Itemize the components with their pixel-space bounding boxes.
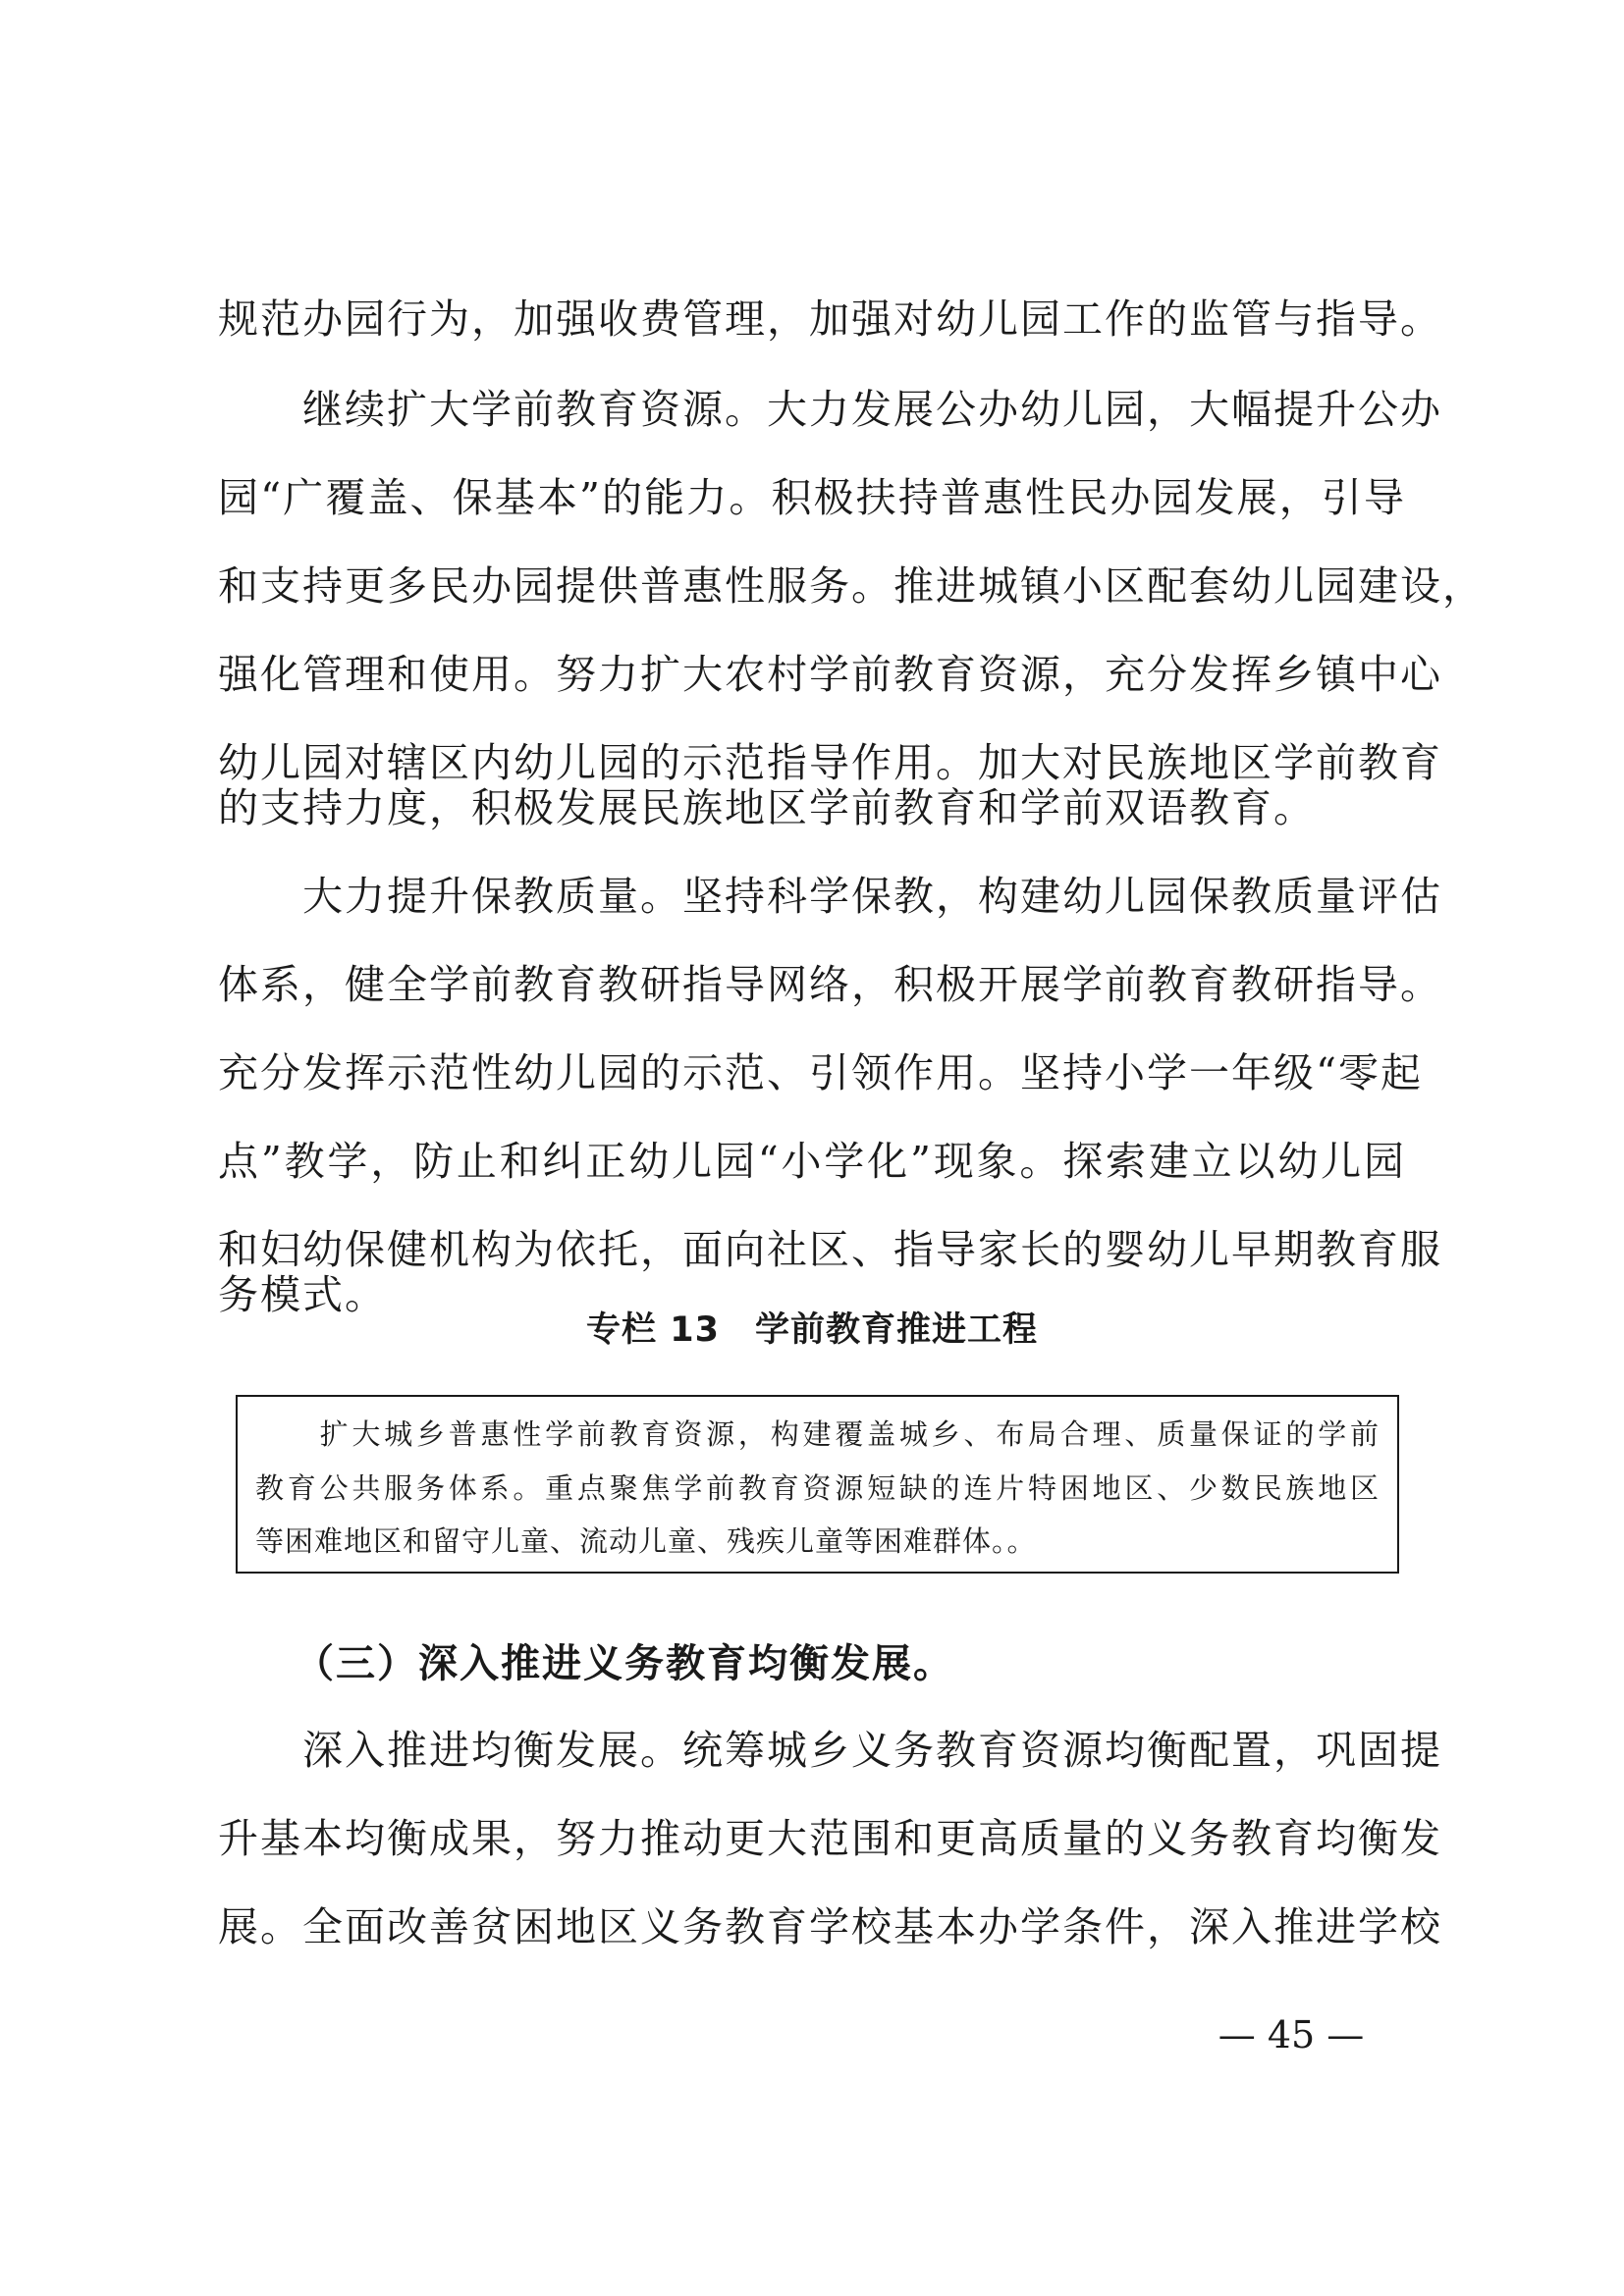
- paragraph-line: 深入推进均衡发展。统筹城乡义务教育资源均衡配置，巩固提: [218, 1727, 1442, 1774]
- paragraph-line: 充分发挥示范性幼儿园的示范、引领作用。坚持小学一年级“零起: [218, 1049, 1423, 1096]
- paragraph-line: 幼儿园对辖区内幼儿园的示范指导作用。加大对民族地区学前教育: [218, 739, 1442, 786]
- box-line: 教育公共服务体系。重点聚焦学前教育资源短缺的连片特困地区、少数民族地区: [255, 1471, 1380, 1505]
- box-title: 专栏 13 学前教育推进工程: [586, 1310, 1038, 1350]
- box-line: 扩大城乡普惠性学前教育资源，构建覆盖城乡、布局合理、质量保证的学前: [255, 1417, 1380, 1451]
- paragraph-line: 和支持更多民办园提供普惠性服务。推进城镇小区配套幼儿园建设，: [218, 562, 1485, 610]
- paragraph-line: 展。全面改善贫困地区义务教育学校基本办学条件，深入推进学校: [218, 1903, 1442, 1950]
- paragraph-line: 园“广覆盖、保基本”的能力。积极扶持普惠性民办园发展，引导: [218, 474, 1406, 521]
- info-box: [236, 1395, 1399, 1574]
- paragraph-line: 体系，健全学前教育教研指导网络，积极开展学前教育教研指导。: [218, 961, 1442, 1008]
- paragraph-line: 继续扩大学前教育资源。大力发展公办幼儿园，大幅提升公办: [218, 386, 1442, 433]
- section-heading: （三）深入推进义务教育均衡发展。: [295, 1641, 954, 1686]
- paragraph-line: 规范办园行为，加强收费管理，加强对幼儿园工作的监管与指导。: [218, 295, 1442, 343]
- paragraph-line: 升基本均衡成果，努力推动更大范围和更高质量的义务教育均衡发: [218, 1815, 1442, 1862]
- paragraph-line: 务模式。: [218, 1271, 387, 1318]
- paragraph-line: 的支持力度，积极发展民族地区学前教育和学前双语教育。: [218, 784, 1316, 831]
- paragraph-line: 强化管理和使用。努力扩大农村学前教育资源，充分发挥乡镇中心: [218, 651, 1442, 698]
- paragraph-line: 大力提升保教质量。坚持科学保教，构建幼儿园保教质量评估: [218, 873, 1442, 920]
- box-line: 等困难地区和留守儿童、流动儿童、残疾儿童等困难群体。。: [255, 1524, 1037, 1558]
- page-number: — 45 —: [1218, 2013, 1365, 2056]
- paragraph-line: 和妇幼保健机构为依托，面向社区、指导家长的婴幼儿早期教育服: [218, 1226, 1442, 1273]
- paragraph-line: 点”教学，防止和纠正幼儿园“小学化”现象。探索建立以幼儿园: [218, 1138, 1406, 1185]
